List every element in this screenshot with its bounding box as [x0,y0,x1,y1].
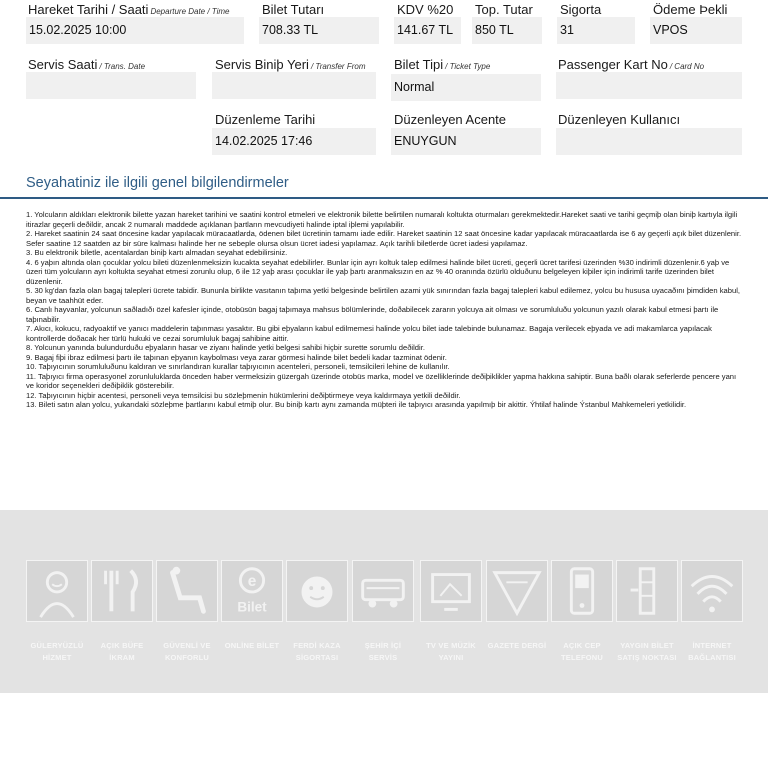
service-label: AÇIK CEP TELEFONU [560,641,603,662]
service-time-label: Servis Saati / Trans. Date [28,57,146,72]
umbrella-insurance-icon [286,560,348,622]
info-section-title: Seyahatiniz ile ilgili genel bilgilendirmeler [26,175,289,191]
passenger-card-field [556,72,742,99]
info-item: 5. 30 kg'dan fazla olan bagaj talepleri ücrete tabidir. Bununla birlikte vasıtanın taþıma yetki belgesinde belirtilen azami yük sınırından fazla bagaj talepleri kabul edilemez, yolcu bu hususa uyacaðını þimdiden kabul, beyan ve taahhüt eder. [26,286,741,305]
wifi-icon [681,560,743,622]
mobile-phone-icon [551,560,613,622]
ticket-office-icon [616,560,678,622]
vat-field: 141.67 TL [394,17,461,44]
e-ticket-icon [221,560,283,622]
service-label: GÜVENLİ VE KONFORLU [163,641,211,662]
info-item: 8. Yolcunun yanında bulundurduðu eþyaların hasar ve ziyanı halinde yetki belgesi sahibi hiçbir surette sorumlu deðildir. [26,343,425,352]
service-label: GAZETE DERGİ [487,641,547,650]
info-item: 7. Akıcı, kokucu, radyoaktif ve yanıcı maddelerin taþınması yasaktır. Bu gibi eþyaların kabul edilmemesi halinde yolcu bilet iade talebinde bulunamaz. Bagaja verilecek eþyada ve adi makamlarca yapılacak kontrollerde doðacak her türlü hukuki ve cezai sorumluluk bagaj sahibine aittir. [26,324,712,343]
reclining-seat-icon [156,560,218,622]
tv-icon [420,560,482,622]
service-label: TV VE MÜZİK YAYINI [426,641,476,662]
payment-type-label: Ödeme Þekli [653,2,728,17]
insurance-field: 31 [557,17,635,44]
info-item: 9. Bagaj fiþi ibraz edilmesi þartı ile taþınan eþyanın kaybolması veya zarar görmesi halinde bilet bedeli kadar tazminat ödenir. [26,352,447,362]
service-label: ONLİNE BİLET [224,641,280,650]
ticket-amount-field: 708.33 TL [259,17,379,44]
service-label: AÇIK BÜFE İKRAM [100,641,144,662]
info-item: 10. Taþıyıcının sorumluluðunu kaldıran ve sınırlandıran kurallar taþıyıcının acenteleri, personeli, temsilcileri lehine de kullanılır. [26,362,450,371]
issuing-user-field [556,128,742,155]
service-point-field [212,72,376,99]
service-label: İNTERNET BAĞLANTISI [688,641,736,662]
service-label: ŞEHİR İÇİ SERVİS [364,641,402,662]
info-list [26,210,742,410]
service-point-label: Servis Biniþ Yeri / Transfer From [215,57,366,72]
section-divider [0,197,768,199]
info-item: 3. Bu elektronik biletle, acentalardan biniþ kartı almadan seyahat edebilirsiniz. [26,248,288,257]
service-label: GÜLERYÜZLÜ HİZMET [30,641,84,662]
info-item: 1. Yolcuların aldıkları elektronik bilette yazan hareket tarihini ve saatini kontrol etmeleri ve elektronik bilette belirtilen numaralı koltukta oturmaları gerekmektedir.Hareket saati ve tarihi geçmiþ olan biniþ kartıyla ilgili itirazlar geçerli deðildir, ancak 2 numaralı maddede açıklanan þartların mevcudiyeti halinde iptal iþlemi yapılabilir. [26,210,738,229]
newspaper-icon [486,560,548,622]
vat-label: KDV %20 [397,2,454,17]
service-label: YAYGIN BİLET SATIŞ NOKTASI [617,641,677,662]
issue-date-label: Düzenleme Tarihi [215,112,316,127]
info-item: 12. Taþıyıcının hiçbir acentesi, personeli veya temsilcisi bu sözleþmenin hükümlerini deðiþtirmeye veya kaldırmaya yetkili deðildir. [26,390,461,400]
insurance-label: Sigorta [560,2,602,17]
issuing-user-label: Düzenleyen Kullanıcı [558,112,681,127]
info-item: 13. Bileti satın alan yolcu, yukarıdaki sözleþme þartlarını kabul etmiþ olur. Bu biniþ kartı aynı zamanda müþteri ile taþıyıcı arasında yapılmıþ bir akittir. Ýhtilaf halinde Ýstanbul Mahkemeleri yetkilidir. [26,400,687,409]
departure-date-field: 15.02.2025 10:00 [26,17,244,44]
service-label: FERDİ KAZA SİGORTASI [293,641,341,662]
ticket-type-label: Bilet Tipi / Ticket Type [394,57,491,72]
info-item: 6. Canlı hayvanlar, yolcunun saðladıðı özel kafesler içinde, otobüsün bagaj taþımaya mahsus bölümlerinde, doðabilecek zararın yolcuya ait olması ve sorumluluðu yolcunun yazılı olarak kabul etmesi þartı ile taþınabilir. [26,305,719,324]
issuing-agent-field: ENUYGUN [391,128,541,155]
svg-text:Bilet: Bilet [237,599,267,615]
info-item: 2. Hareket saatinin 24 saat öncesine kadar yapılacak müracaatlarda, ödenen bilet ücretinin tamamı iade edilir. Hareket saatinin 12 saat öncesine kadar yapılacak müracaatlarda ise 6 ay geçerli açık bilet düzenlenir. Sefer saatine 12 saatden az bir süre kalması halinde her ne sebeple olursa olsun ücret iadesi yapılamaz. Açık tarihli biletlerde ücret iadesi yapılamaz. [26,229,742,248]
issue-date-field: 14.02.2025 17:46 [212,128,376,155]
cutlery-icon [91,560,153,622]
total-field: 850 TL [472,17,542,44]
passenger-card-label: Passenger Kart No / Card No [558,57,705,72]
total-label: Top. Tutar [475,2,533,17]
ticket-type-field: Normal [391,74,541,101]
shuttle-bus-icon [352,560,414,622]
info-item: 11. Taþıyıcı firma operasyonel zorunluluklarda önceden haber vermeksizin güzergah üzerinde otobüs marka, model ve özelliklerinde deðiþiklikler yapma hakkına sahiptir. Buna baðlı olarak seferlerde pencere yanı ve koridor seçenekleri deðiþiklik gösterebilir. [26,371,737,390]
issuing-agent-label: Düzenleyen Acente [394,112,507,127]
payment-type-field: VPOS [650,17,742,44]
smiley-host-icon [26,560,88,622]
ticket-amount-label: Bilet Tutarı [262,2,325,17]
info-item: 4. 6 yaþın altında olan çocuklar yolcu bileti düzenlenmeksizin kucakta seyahat edebilirler. Bunlar için ayrı koltuk talep edilmesi halinde bilet ücreti, geçerli ücret tarifesi üzerinden %30 indirimli düzenlenir.6 yaþ ve üzeri tüm yolcuların ayrı koltukta seyahat etmesi zorunlu olup, 6 ile 12 yaþ arası çocuklar ile yaþ þartı aranmaksızın en az % 40 oranında özürlü olduðunu belgeleyen kiþiler için indirimli tarife üzerinden bilet düzenlenir. [26,257,730,286]
service-time-field [26,72,196,99]
departure-date-label: Hareket Tarihi / Saati Departure Date / Time [28,2,230,17]
svg-text:e: e [247,573,257,591]
